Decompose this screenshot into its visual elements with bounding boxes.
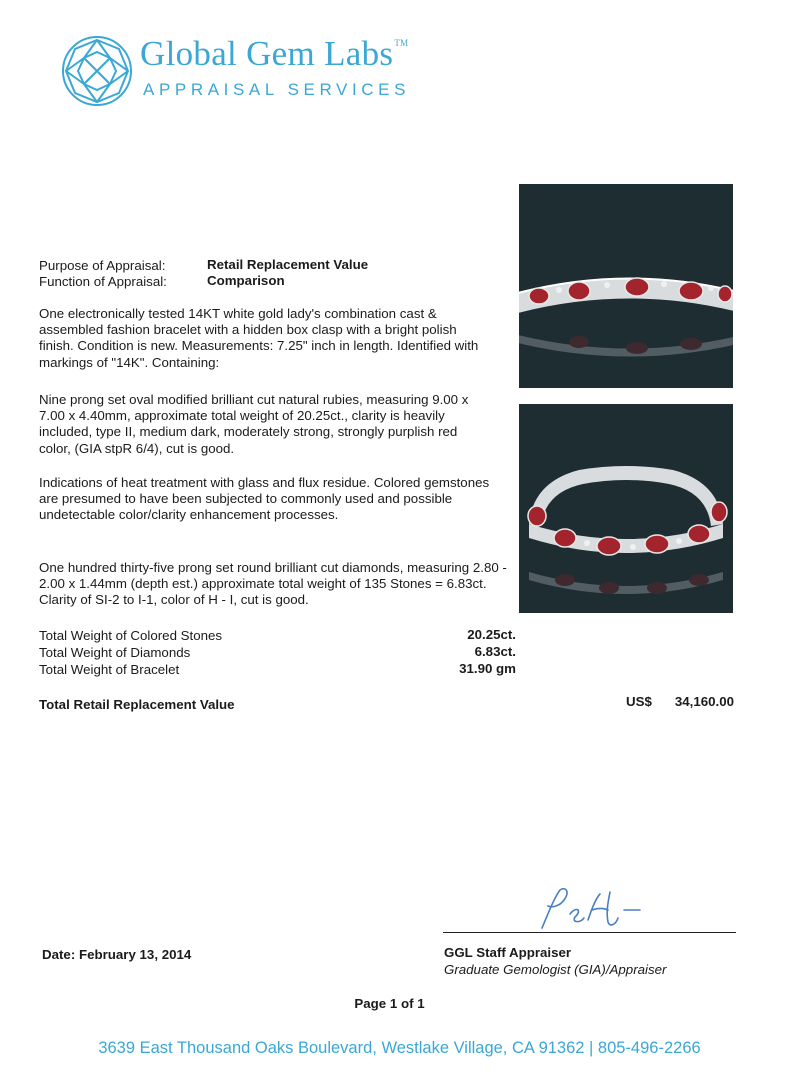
purpose-label: Purpose of Appraisal: [39, 258, 166, 273]
appraiser-title: GGL Staff Appraiser [444, 945, 572, 960]
total-bracelet-value: 31.90 gm [459, 661, 516, 676]
appraiser-signature [536, 884, 646, 932]
total-diamonds-value: 6.83ct. [474, 644, 516, 659]
retail-currency: US$ [626, 694, 652, 709]
total-colored-label: Total Weight of Colored Stones [39, 628, 223, 643]
bracelet-photo-top [519, 184, 733, 388]
purpose-value: Retail Replacement Value [207, 257, 369, 272]
appraiser-subtitle: Graduate Gemologist (GIA)/Appraiser [444, 962, 667, 977]
brand-subtitle: APPRAISAL SERVICES [143, 80, 411, 99]
retail-value-label: Total Retail Replacement Value [39, 697, 235, 712]
brand-name: Global Gem Labs™ [140, 34, 409, 73]
function-label: Function of Appraisal: [39, 274, 167, 289]
total-diamonds-label: Total Weight of Diamonds [39, 645, 191, 660]
treatment-description: Indications of heat treatment with glass and flux residue. Colored gemstones are presumed to have been subjected to commonly used and possible undetectable color/clarity enhancement processes. [39, 475, 490, 523]
function-value: Comparison [207, 273, 285, 288]
diamonds-description: One hundred thirty-five prong set round brilliant cut diamonds, measuring 2.80 - 2.00 x 1.44mm (depth est.) approximate total weight of 135 Stones = 6.83ct. Clarity of SI-2 to I-1, color of H - I, cut is good. [39, 560, 507, 608]
total-bracelet-label: Total Weight of Bracelet [39, 662, 180, 677]
trademark-mark: TM [394, 38, 409, 48]
rubies-description: Nine prong set oval modified brilliant cut natural rubies, measuring 9.00 x 7.00 x 4.40mm, approximate total weight of 20.25ct., clarity is heavily included, type II, medium dark, moderately strong, strongly purplish red color, (GIA stpR 6/4), cut is good. [39, 392, 469, 456]
gem-logo-icon [60, 34, 134, 108]
bracelet-photo-bottom [519, 404, 733, 613]
item-description: One electronically tested 14KT white gold lady's combination cast & assembled fashion bracelet with a hidden box clasp with a bright polish finish. Condition is new. Measurements: 7.25" inch in length. Identified with markings of "14K". Containing: [39, 306, 479, 370]
signature-line [443, 932, 736, 933]
retail-amount: 34,160.00 [674, 694, 734, 709]
total-colored-value: 20.25ct. [467, 627, 516, 642]
page-number: Page 1 of 1 [354, 996, 425, 1011]
appraisal-date: Date: February 13, 2014 [42, 947, 192, 962]
footer-address: 3639 East Thousand Oaks Boulevard, Westlake Village, CA 91362 | 805-496-2266 [98, 1039, 701, 1057]
